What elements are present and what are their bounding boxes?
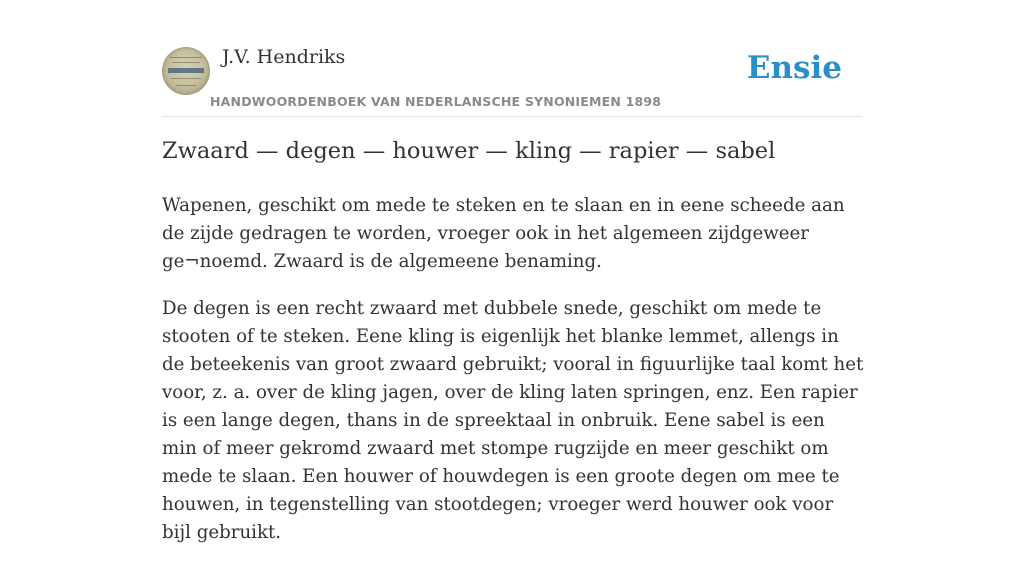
- paragraph-2: De degen is een recht zwaard met dubbele snede, geschikt om mede te stooten of te steken. Eene kling is eigenlijk het blanke lemmet, allengs in de beteekenis van groot zwaard gebruikt; vooral in figuurlijke taal komt het voor, z. a. over de kling jagen, over de kling laten springen, enz. Een rapier is een lange degen, thans in de spreektaal in onbruik. Eene sabel is een min of meer gekromd zwaard met stompe rugzijde en meer geschikt om mede te slaan. Een houwer of houwdegen is een groote degen om mee te houwen, in tegenstelling van stootdegen; vroeger werd houwer ook voor bijl gebruikt.: [162, 298, 864, 543]
- brand-logo[interactable]: Ensie: [746, 50, 842, 86]
- paragraph-1: Wapenen, geschikt om mede te steken en te slaan en in eene scheede aan de zijde gedragen te worden, vroeger ook in het algemeen zijdgeweer ge¬noemd. Zwaard is de algemeene benaming.: [162, 195, 845, 272]
- header: [162, 44, 862, 117]
- book-cover-icon[interactable]: [162, 47, 210, 95]
- author-name[interactable]: J.V. Hendriks: [222, 46, 346, 68]
- source-title[interactable]: HANDWOORDENBOEK VAN NEDERLANSCHE SYNONIEMEN 1898: [210, 94, 662, 109]
- page-title: Zwaard — degen — houwer — kling — rapier — sabel: [162, 138, 776, 164]
- article-body: [162, 192, 864, 566]
